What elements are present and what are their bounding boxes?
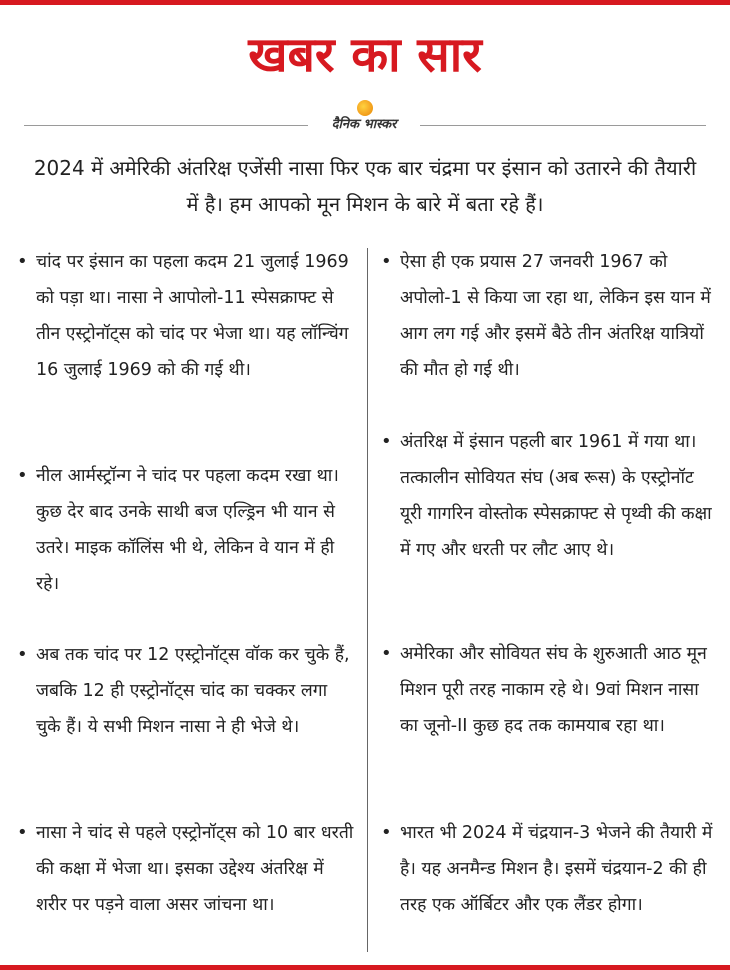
page-title: खबर का सार xyxy=(248,27,482,83)
bullet-item: • अंतरिक्ष में इंसान पहली बार 1961 में गया था। तत्कालीन सोवियत संघ (अब रूस) के एस्ट्रोनॉट यूरी गागरिन वोस्तोक स्पेसक्राफ्ट से पृथ्वी की कक्षा में गए और धरती पर लौट आए थे। xyxy=(380,424,718,568)
top-accent-bar xyxy=(0,0,730,5)
bullet-item: • अमेरिका और सोवियत संघ के शुरुआती आठ मून मिशन पूरी तरह नाकाम रहे थे। 9वां मिशन नासा का जूनो-II कुछ हद तक कामयाब रहा था। xyxy=(380,636,718,744)
brand-divider-left xyxy=(24,125,308,126)
sun-dot-icon xyxy=(357,100,373,116)
intro-text: 2024 में अमेरिकी अंतरिक्ष एजेंसी नासा फिर एक बार चंद्रमा पर इंसान को उतारने की तैयारी में है। हम आपको मून मिशन के बारे में बता रहे हैं। xyxy=(33,156,697,216)
bullet-item: • ऐसा ही एक प्रयास 27 जनवरी 1967 को अपोलो-1 से किया जा रहा था, लेकिन इस यान में आग लग गई और इसमें बैठे तीन अंतरिक्ष यात्रियों की मौत हो गई थी। xyxy=(380,244,718,388)
brand-divider-right xyxy=(420,125,706,126)
bullet-item: • नील आर्मस्ट्रॉन्ग ने चांद पर पहला कदम रखा था। कुछ देर बाद उनके साथी बज एल्ड्रिन भी यान से उतरे। माइक कॉलिंस भी थे, लेकिन वे यान में ही रहे। xyxy=(16,458,356,602)
bullet-item: • भारत भी 2024 में चंद्रयान-3 भेजने की तैयारी में है। यह अनमैन्ड मिशन है। इसमें चंद्रयान-2 की ही तरह एक ऑर्बिटर और एक लैंडर होगा। xyxy=(380,815,718,923)
bullet-item: • चांद पर इंसान का पहला कदम 21 जुलाई 1969 को पड़ा था। नासा ने आपोलो-11 स्पेसक्राफ्ट से तीन एस्ट्रोनॉट्स को चांद पर भेजा था। यह लॉन्चिंग 16 जुलाई 1969 को की गई थी। xyxy=(16,244,356,388)
bottom-accent-bar xyxy=(0,965,730,970)
bullet-item: • नासा ने चांद से पहले एस्ट्रोनॉट्स को 10 बार धरती की कक्षा में भेजा था। इसका उद्देश्य अंतरिक्ष में शरीर पर पड़ने वाला असर जांचना था। xyxy=(16,815,356,923)
column-divider xyxy=(367,248,368,952)
bullet-item: • अब तक चांद पर 12 एस्ट्रोनॉट्स वॉक कर चुके हैं, जबकि 12 ही एस्ट्रोनॉट्स चांद का चक्कर लगा चुके हैं। ये सभी मिशन नासा ने ही भेजे थे। xyxy=(16,637,356,745)
brand-logo: दैनिक भास्कर xyxy=(331,117,397,132)
brand-row xyxy=(24,96,706,136)
